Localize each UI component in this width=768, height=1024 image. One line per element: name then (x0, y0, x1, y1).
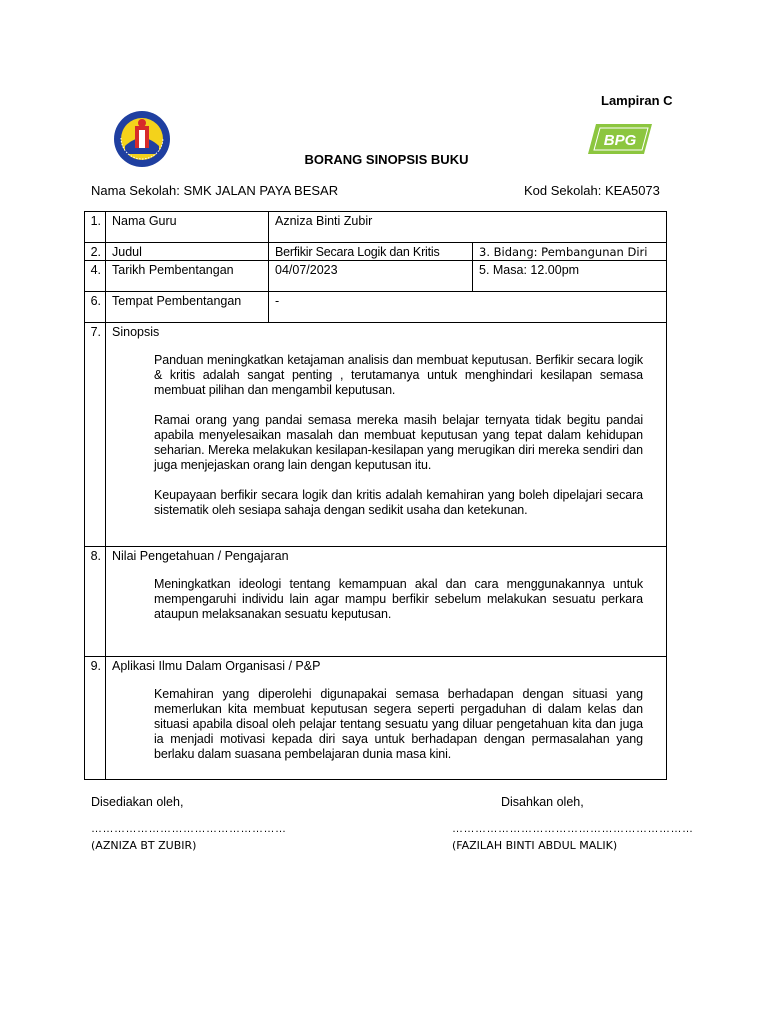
row-presentation-date (85, 261, 667, 292)
approved-by-name: (FAZILAH BINTI ABDUL MALIK) (452, 839, 618, 852)
book-title-value: Berfikir Secara Logik dan Kritis (269, 243, 473, 261)
annex-label: Lampiran C (601, 93, 673, 108)
row-label: Nama Guru (106, 212, 269, 243)
prepared-by-label: Disediakan oleh, (91, 795, 184, 809)
form-title: BORANG SINOPSIS BUKU (304, 152, 469, 167)
row-label: Nilai Pengetahuan / Pengajaran (112, 549, 289, 563)
row-label: Aplikasi Ilmu Dalam Organisasi / P&P (112, 659, 321, 673)
row-number: 4. (85, 261, 106, 292)
row-knowledge-value (85, 547, 667, 657)
row-knowledge-application (85, 657, 667, 780)
synopsis-form-table (84, 211, 667, 780)
row-label: Judul (106, 243, 269, 261)
row-number: 7. (85, 323, 106, 547)
row-presentation-venue (85, 292, 667, 323)
bpg-logo-text: BPG (603, 132, 637, 149)
knowledge-paragraph: Meningkatkan ideologi tentang kemampuan akal dan cara menggunakannya untuk mempengaruhi individu lain agar mampu berfikir sebelum melakukan sesuatu perkara ataupun melaksanakan sesuatu keputusan. (154, 577, 644, 621)
presentation-venue-value: - (269, 292, 667, 323)
school-name: Nama Sekolah: SMK JALAN PAYA BESAR (91, 183, 339, 198)
row-number: 8. (85, 547, 106, 657)
knowledge-value-cell (106, 547, 667, 657)
row-number: 2. (85, 243, 106, 261)
school-code: Kod Sekolah: KEA5073 (524, 183, 660, 198)
row-label: Tempat Pembentangan (106, 292, 269, 323)
synopsis-paragraph: Ramai orang yang pandai semasa mereka masih belajar ternyata tidak begitu pandai apabila menyelesaikan masalah dan membuat keputusan yang tepat dalam kehidupan seharian. Mereka melakukan kesilapan-kesilapan yang merugikan diri mereka sendiri dan juga menjejaskan orang lain dengan keputusan itu. (154, 413, 644, 472)
field-value: 3. Bidang: Pembangunan Diri (473, 243, 667, 261)
row-number: 1. (85, 212, 106, 243)
application-paragraph: Kemahiran yang diperolehi digunapakai semasa berhadapan dengan situasi yang memerlukan kita membuat keputusan segera seperti pergaduhan di dalam kelas dan situasi apabila disoal oleh pelajar tentang sesuatu yang diluar pengetahuan kita dan juga ia menjadi motivasi kepada diri saya untuk berhadapan dengan permasalahan yang berlaku dalam suasana pembelajaran dunia masa kini. (154, 687, 644, 761)
teacher-name-value: Azniza Binti Zubir (269, 212, 667, 243)
approved-signature-line: ……………………………………………………… (452, 823, 694, 835)
prepared-signature-line: …………………………………………… (91, 823, 287, 835)
approved-by-label: Disahkan oleh, (501, 795, 584, 809)
presentation-time-value: 5. Masa: 12.00pm (473, 261, 667, 292)
synopsis-paragraph: Panduan meningkatkan ketajaman analisis dan membuat keputusan. Berfikir secara logik & kritis adalah sangat penting , terutamanya untuk menghindari kesilapan semasa membuat pilihan dan mengambil keputusan. (154, 353, 644, 397)
row-number: 6. (85, 292, 106, 323)
row-synopsis (85, 323, 667, 547)
row-label: Sinopsis (112, 325, 160, 339)
synopsis-paragraph: Keupayaan berfikir secara logik dan kritis adalah kemahiran yang boleh dipelajari secara sistematik oleh sesiapa sahaja dengan sedikit usaha dan ketekunan. (154, 488, 644, 517)
row-label: Tarikh Pembentangan (106, 261, 269, 292)
knowledge-application-cell (106, 657, 667, 780)
synopsis-cell (106, 323, 667, 547)
row-title (85, 243, 667, 261)
presentation-date-value: 04/07/2023 (269, 261, 473, 292)
row-number: 9. (85, 657, 106, 780)
prepared-by-name: (AZNIZA BT ZUBIR) (91, 839, 197, 852)
row-teacher-name (85, 212, 667, 243)
